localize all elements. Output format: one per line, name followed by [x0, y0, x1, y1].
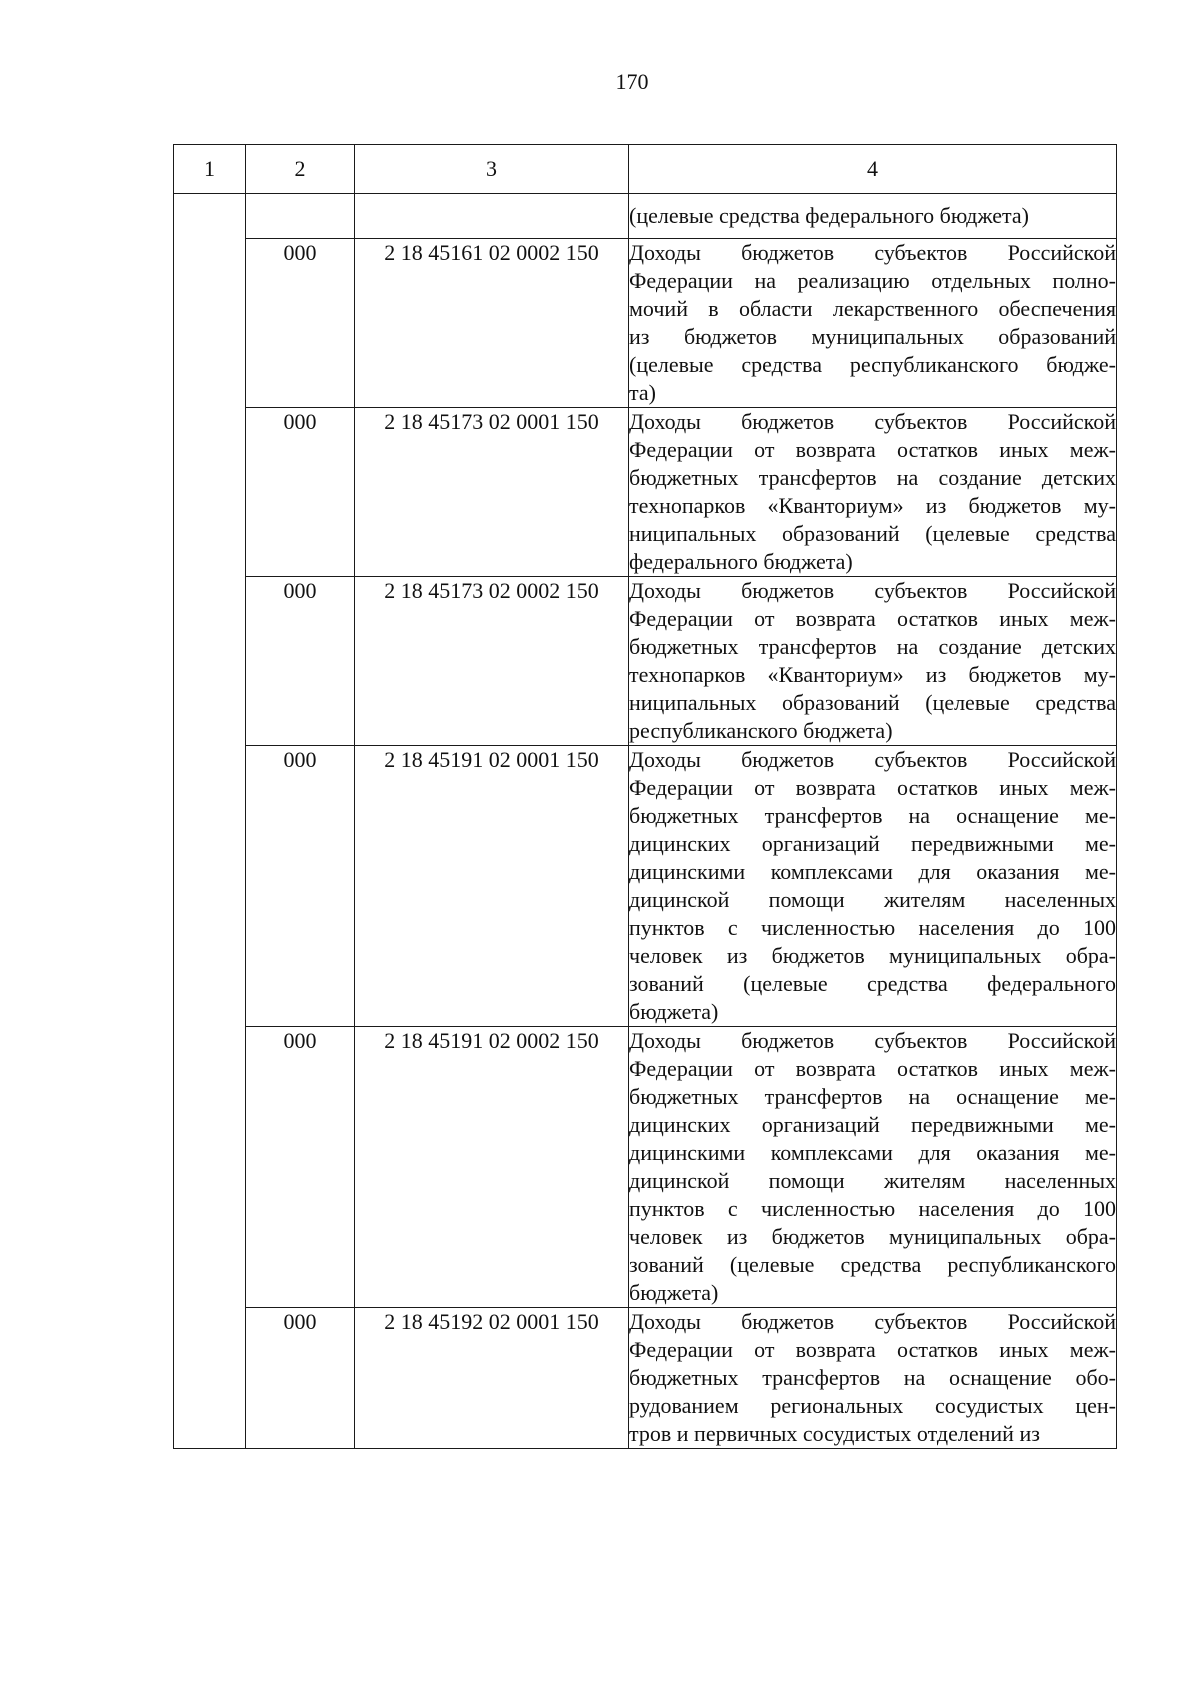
budget-classification-code-cell: 2 18 45191 02 0002 150	[355, 1027, 629, 1308]
revenue-name-line: (целевые средства республиканского бюдже-	[629, 352, 1116, 377]
revenue-name-line: дицинскими комплексами для оказания ме-	[629, 859, 1116, 884]
page-number: 170	[615, 69, 649, 94]
revenue-name-line: Доходы бюджетов субъектов Российской	[629, 1028, 1116, 1053]
table-row	[174, 1308, 1117, 1449]
revenue-name-line: дицинскими комплексами для оказания ме-	[629, 1140, 1116, 1165]
revenue-name-cell	[629, 408, 1117, 577]
revenue-name-line: из бюджетов муниципальных образований	[629, 324, 1116, 349]
revenue-name-cell	[629, 577, 1117, 746]
table-row	[174, 239, 1117, 408]
column-header-4: 4	[629, 145, 1117, 194]
revenue-name-line: бюджетных трансфертов на оснащение ме-	[629, 803, 1116, 828]
revenue-name-line: дицинских организаций передвижными ме-	[629, 831, 1116, 856]
row-number-cell	[174, 194, 246, 1449]
table-row	[174, 746, 1117, 1027]
revenue-name-line: бюджета)	[629, 1280, 719, 1305]
revenue-name-cell	[629, 1027, 1117, 1308]
table-row	[174, 408, 1117, 577]
column-header-1: 1	[174, 145, 246, 194]
revenue-name-line: Федерации от возврата остатков иных меж-	[629, 437, 1116, 462]
administrator-code-cell	[246, 194, 355, 239]
revenue-name-line: мочий в области лекарственного обеспечения	[629, 296, 1116, 321]
revenue-name-line: бюджетных трансфертов на оснащение обо-	[629, 1365, 1116, 1390]
revenue-name-line: зований (целевые средства республиканского	[629, 1252, 1116, 1277]
table-row	[174, 1027, 1117, 1308]
revenue-name-cell	[629, 746, 1117, 1027]
budget-classification-code-cell: 2 18 45173 02 0002 150	[355, 577, 629, 746]
administrator-code-cell: 000	[246, 577, 355, 746]
revenue-name-line: Федерации от возврата остатков иных меж-	[629, 1337, 1116, 1362]
revenue-name-cell	[629, 1308, 1117, 1449]
revenue-name-line: Доходы бюджетов субъектов Российской	[629, 240, 1116, 265]
revenue-name-line: Доходы бюджетов субъектов Российской	[629, 409, 1116, 434]
revenue-name-line: пунктов с численностью населения до 100	[629, 915, 1116, 940]
budget-classification-code-cell: 2 18 45191 02 0001 150	[355, 746, 629, 1027]
revenue-name-line: Доходы бюджетов субъектов Российской	[629, 1309, 1116, 1334]
administrator-code-cell: 000	[246, 239, 355, 408]
budget-revenue-table	[173, 144, 1117, 1449]
administrator-code-cell: 000	[246, 408, 355, 577]
revenue-name-line: зований (целевые средства федерального	[629, 971, 1116, 996]
revenue-name-line: бюджета)	[629, 999, 719, 1024]
administrator-code-cell: 000	[246, 746, 355, 1027]
revenue-name-line: Доходы бюджетов субъектов Российской	[629, 747, 1116, 772]
revenue-name-line: бюджетных трансфертов на создание детских	[629, 465, 1116, 490]
revenue-name-cell	[629, 239, 1117, 408]
revenue-name-line: рудованием региональных сосудистых цен-	[629, 1393, 1116, 1418]
revenue-name-line: республиканского бюджета)	[629, 718, 893, 743]
revenue-name-line: технопарков «Кванториум» из бюджетов му-	[629, 662, 1116, 687]
revenue-name-line: федерального бюджета)	[629, 549, 853, 574]
column-header-2: 2	[246, 145, 355, 194]
revenue-name-line: бюджетных трансфертов на создание детских	[629, 634, 1116, 659]
revenue-name-line: тров и первичных сосудистых отделений из	[629, 1421, 1040, 1446]
table-body	[174, 194, 1117, 1449]
administrator-code-cell: 000	[246, 1308, 355, 1449]
revenue-name-line: дицинских организаций передвижными ме-	[629, 1112, 1116, 1137]
table-row	[174, 577, 1117, 746]
administrator-code-cell: 000	[246, 1027, 355, 1308]
revenue-name-line: Федерации от возврата остатков иных меж-	[629, 606, 1116, 631]
table-header-row	[174, 145, 1117, 194]
revenue-name-line: ниципальных образований (целевые средства	[629, 690, 1116, 715]
revenue-name-line: Федерации от возврата остатков иных меж-	[629, 775, 1116, 800]
revenue-name-line: та)	[629, 380, 656, 405]
revenue-name-line: Федерации от возврата остатков иных меж-	[629, 1056, 1116, 1081]
revenue-name-cell	[629, 194, 1117, 239]
budget-classification-code-cell	[355, 194, 629, 239]
revenue-name-line: технопарков «Кванториум» из бюджетов му-	[629, 493, 1116, 518]
revenue-name-line: человек из бюджетов муниципальных обра-	[629, 1224, 1116, 1249]
budget-classification-code-cell: 2 18 45192 02 0001 150	[355, 1308, 629, 1449]
revenue-name-line: ниципальных образований (целевые средства	[629, 521, 1116, 546]
revenue-name-line: Федерации на реализацию отдельных полно-	[629, 268, 1116, 293]
revenue-name-line: человек из бюджетов муниципальных обра-	[629, 943, 1116, 968]
revenue-name-line: дицинской помощи жителям населенных	[629, 887, 1116, 912]
table-row	[174, 194, 1117, 239]
revenue-name-line: пунктов с численностью населения до 100	[629, 1196, 1116, 1221]
revenue-name-line: бюджетных трансфертов на оснащение ме-	[629, 1084, 1116, 1109]
revenue-name-line: (целевые средства федерального бюджета)	[629, 203, 1029, 228]
revenue-name-line: Доходы бюджетов субъектов Российской	[629, 578, 1116, 603]
budget-classification-code-cell: 2 18 45173 02 0001 150	[355, 408, 629, 577]
budget-classification-code-cell: 2 18 45161 02 0002 150	[355, 239, 629, 408]
revenue-name-line: дицинской помощи жителям населенных	[629, 1168, 1116, 1193]
column-header-3: 3	[355, 145, 629, 194]
